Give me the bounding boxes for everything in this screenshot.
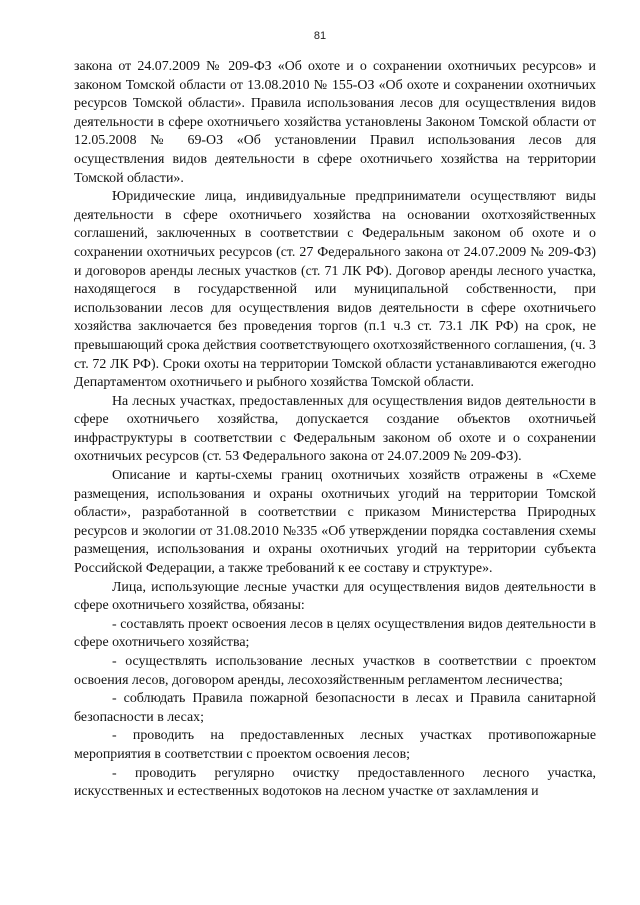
- list-item-use-compliance: - осуществлять использование лесных участков в соответствии с проектом освоения лесов, договором аренды, лесохозяйственным регламентом лесничества;: [74, 654, 596, 688]
- paragraph-hunting-infrastructure: На лесных участках, предоставленных для осуществления видов деятельности в сфере охотничьего хозяйства, допускается создание объектов охотничьей инфраструктуры в соответствии с Федеральным законом об охоте и о сохранении охотничьих ресурсов (ст. 53 Федерального закона от 24.07.2009 № 209-ФЗ).: [74, 393, 596, 465]
- list-item-fire-safety: - соблюдать Правила пожарной безопасности в лесах и Правила санитарной безопасности в лесах;: [74, 691, 596, 725]
- list-item-forest-project: - составлять проект освоения лесов в целях осуществления видов деятельности в сфере охотничьего хозяйства;: [74, 616, 596, 651]
- paragraph-boundary-maps: Описание и карты-схемы границ охотничьих хозяйств отражены в «Схеме размещения, использования и охраны охотничьих угодий на территории Томской области», разработанной в соответствии с приказом Министерства Природных ресурсов и экологии от 31.08.2010 №335 «Об утверждении порядка составления схемы размещения, использования и охраны охотничьих угодий на территории субъекта Российской Федерации, а также требований к ее составу и структуре».: [74, 468, 596, 577]
- document-body: [74, 58, 596, 802]
- paragraph-legal-entities: Юридические лица, индивидуальные предприниматели осуществляют виды деятельности в сфере охотничьего хозяйства на основании охотхозяйственных соглашений, заключенных в соответствии с Федеральным законом об охоте и о сохранении охотничьих ресурсов (ст. 27 Федерального закона от 24.07.2009 № 209-ФЗ) и договоров аренды лесных участков (ст. 71 ЛК РФ). Договор аренды лесного участка, находящегося в государственной или муниципальной собственности, при использовании лесов для осуществления видов деятельности в сфере охотничьего хозяйства заключается без проведения торгов (п.1 ч.3 ст. 73.1 ЛК РФ) на срок, не превышающий срока действия соответствующего охотхозяйственного соглашения, (ч. 3 ст. 72 ЛК РФ). Сроки охоты на территории Томской области устанавливаются ежегодно Департаментом охотничьего и рыбного хозяйства Томской области.: [74, 189, 596, 391]
- page-number: 81: [313, 30, 327, 42]
- paragraph-obligations-intro: Лица, использующие лесные участки для осуществления видов деятельности в сфере охотничьего хозяйства, обязаны:: [74, 579, 596, 614]
- paragraph-hunting-law-continuation: закона от 24.07.2009 № 209-ФЗ «Об охоте и о сохранении охотничьих ресурсов» и законом Томской области от 13.08.2010 № 155-ОЗ «Об охоте и сохранении охотничьих ресурсов Томской области». Правила использования лесов для осуществления видов деятельности в сфере охотничьего хозяйства установлены Законом Томской области от 12.05.2008 № 69-ОЗ «Об установлении Правил использования лесов для осуществления видов деятельности в сфере охотничьего хозяйства на территории Томской области».: [74, 59, 596, 186]
- list-item-fire-prevention: - проводить на предоставленных лесных участках противопожарные мероприятия в соответствии с проектом освоения лесов;: [74, 728, 596, 762]
- list-item-cleaning: - проводить регулярно очистку предоставленного лесного участка, искусственных и естественных водотоков на лесном участке от захламления и: [74, 765, 596, 800]
